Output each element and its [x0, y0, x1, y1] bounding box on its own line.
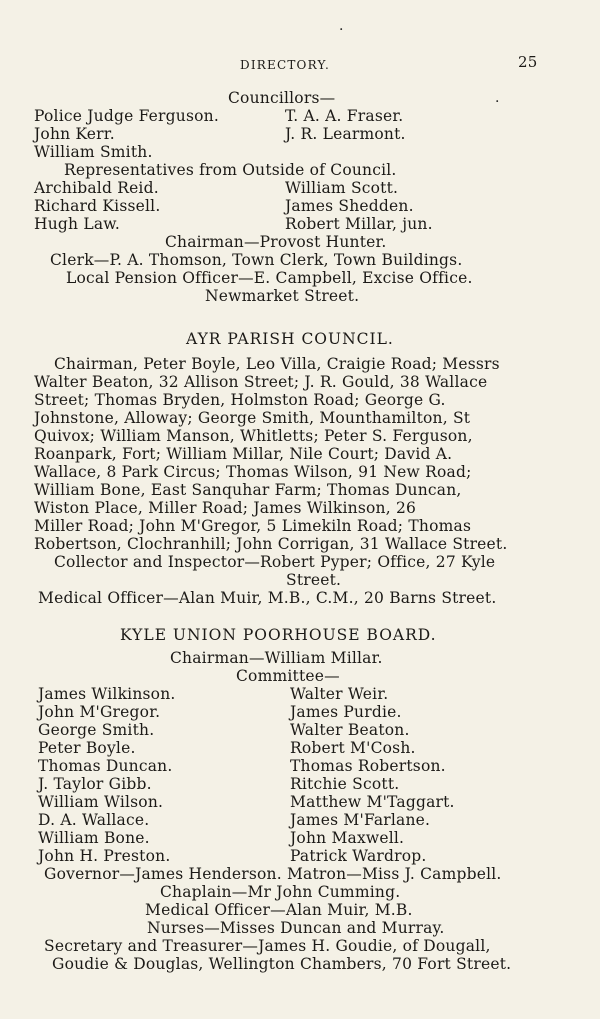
committee-heading: Committee—	[236, 667, 340, 685]
councillor-name: J. R. Learmont.	[285, 125, 406, 143]
running-title: DIRECTORY.	[240, 58, 331, 72]
nurses: Nurses—Misses Duncan and Murray.	[147, 919, 445, 937]
collector-inspector-cont: Street.	[286, 571, 342, 589]
representative-name: Robert Millar, jun.	[285, 215, 433, 233]
councillor-name: William Smith.	[34, 143, 153, 161]
committee-member: Walter Beaton.	[290, 721, 410, 739]
committee-member: Thomas Duncan.	[38, 757, 173, 775]
parish-council-line: Walter Beaton, 32 Allison Street; J. R. Gould, 38 Wallace	[34, 373, 488, 391]
committee-member: Thomas Robertson.	[290, 757, 446, 775]
parish-medical-officer: Medical Officer—Alan Muir, M.B., C.M., 20 Barns Street.	[38, 589, 497, 607]
governor-matron: Governor—James Henderson. Matron—Miss J. Campbell.	[44, 865, 502, 883]
parish-council-line: Johnstone, Alloway; George Smith, Mounthamilton, St	[34, 409, 471, 427]
committee-member: James M'Farlane.	[290, 811, 431, 829]
councillor-name: John Kerr.	[34, 125, 115, 143]
chaplain: Chaplain—Mr John Cumming.	[160, 883, 401, 901]
committee-member: J. Taylor Gibb.	[38, 775, 152, 793]
poorhouse-medical-officer: Medical Officer—Alan Muir, M.B.	[145, 901, 413, 919]
committee-member: William Wilson.	[38, 793, 164, 811]
page-number: 25	[518, 53, 538, 71]
poorhouse-chairman: Chairman—William Millar.	[170, 649, 383, 667]
committee-member: John Maxwell.	[290, 829, 405, 847]
committee-member: Matthew M'Taggart.	[290, 793, 455, 811]
parish-council-line: Wallace, 8 Park Circus; Thomas Wilson, 91 New Road;	[34, 463, 472, 481]
parish-council-line: William Bone, East Sanquhar Farm; Thomas Duncan,	[34, 481, 462, 499]
councillors-heading: Councillors—	[228, 89, 336, 107]
parish-council-heading: AYR PARISH COUNCIL.	[186, 330, 394, 348]
parish-council-line: Robertson, Clochranhill; John Corrigan, 31 Wallace Street.	[34, 535, 508, 553]
parish-council-line: Quivox; William Manson, Whitletts; Peter S. Ferguson,	[34, 427, 473, 445]
secretary-treasurer: Secretary and Treasurer—James H. Goudie, of Dougall,	[44, 937, 491, 955]
representative-name: Hugh Law.	[34, 215, 121, 233]
committee-member: D. A. Wallace.	[38, 811, 150, 829]
committee-member: George Smith.	[38, 721, 155, 739]
parish-council-line: Street; Thomas Bryden, Holmston Road; George G.	[34, 391, 446, 409]
committee-member: Walter Weir.	[290, 685, 389, 703]
parish-council-line: Wiston Place, Miller Road; James Wilkinson, 26	[34, 499, 417, 517]
collector-inspector: Collector and Inspector—Robert Pyper; Office, 27 Kyle	[54, 553, 496, 571]
committee-member: Patrick Wardrop.	[290, 847, 427, 865]
representative-name: James Shedden.	[285, 197, 414, 215]
print-speck: ·	[495, 94, 500, 110]
council-chairman: Chairman—Provost Hunter.	[165, 233, 387, 251]
committee-member: John M'Gregor.	[38, 703, 161, 721]
committee-member: John H. Preston.	[38, 847, 171, 865]
secretary-treasurer-address: Goudie & Douglas, Wellington Chambers, 70 Fort Street.	[52, 955, 512, 973]
parish-council-line: Chairman, Peter Boyle, Leo Villa, Craigie Road; Messrs	[54, 355, 500, 373]
committee-member: William Bone.	[38, 829, 150, 847]
representatives-heading: Representatives from Outside of Council.	[64, 161, 397, 179]
committee-member: Robert M'Cosh.	[290, 739, 416, 757]
pension-officer-address: Newmarket Street.	[205, 287, 360, 305]
representative-name: Archibald Reid.	[34, 179, 159, 197]
parish-council-line: Roanpark, Fort; William Millar, Nile Court; David A.	[34, 445, 453, 463]
print-speck: ·	[339, 22, 344, 38]
councillor-name: T. A. A. Fraser.	[285, 107, 404, 125]
parish-council-line: Miller Road; John M'Gregor, 5 Limekiln Road; Thomas	[34, 517, 472, 535]
poorhouse-heading: KYLE UNION POORHOUSE BOARD.	[120, 626, 437, 644]
committee-member: James Wilkinson.	[38, 685, 176, 703]
councillor-name: Police Judge Ferguson.	[34, 107, 219, 125]
pension-officer: Local Pension Officer—E. Campbell, Excise Office.	[66, 269, 473, 287]
representative-name: William Scott.	[285, 179, 399, 197]
committee-member: Peter Boyle.	[38, 739, 136, 757]
committee-member: Ritchie Scott.	[290, 775, 400, 793]
committee-member: James Purdie.	[290, 703, 402, 721]
town-clerk: Clerk—P. A. Thomson, Town Clerk, Town Buildings.	[50, 251, 463, 269]
representative-name: Richard Kissell.	[34, 197, 161, 215]
